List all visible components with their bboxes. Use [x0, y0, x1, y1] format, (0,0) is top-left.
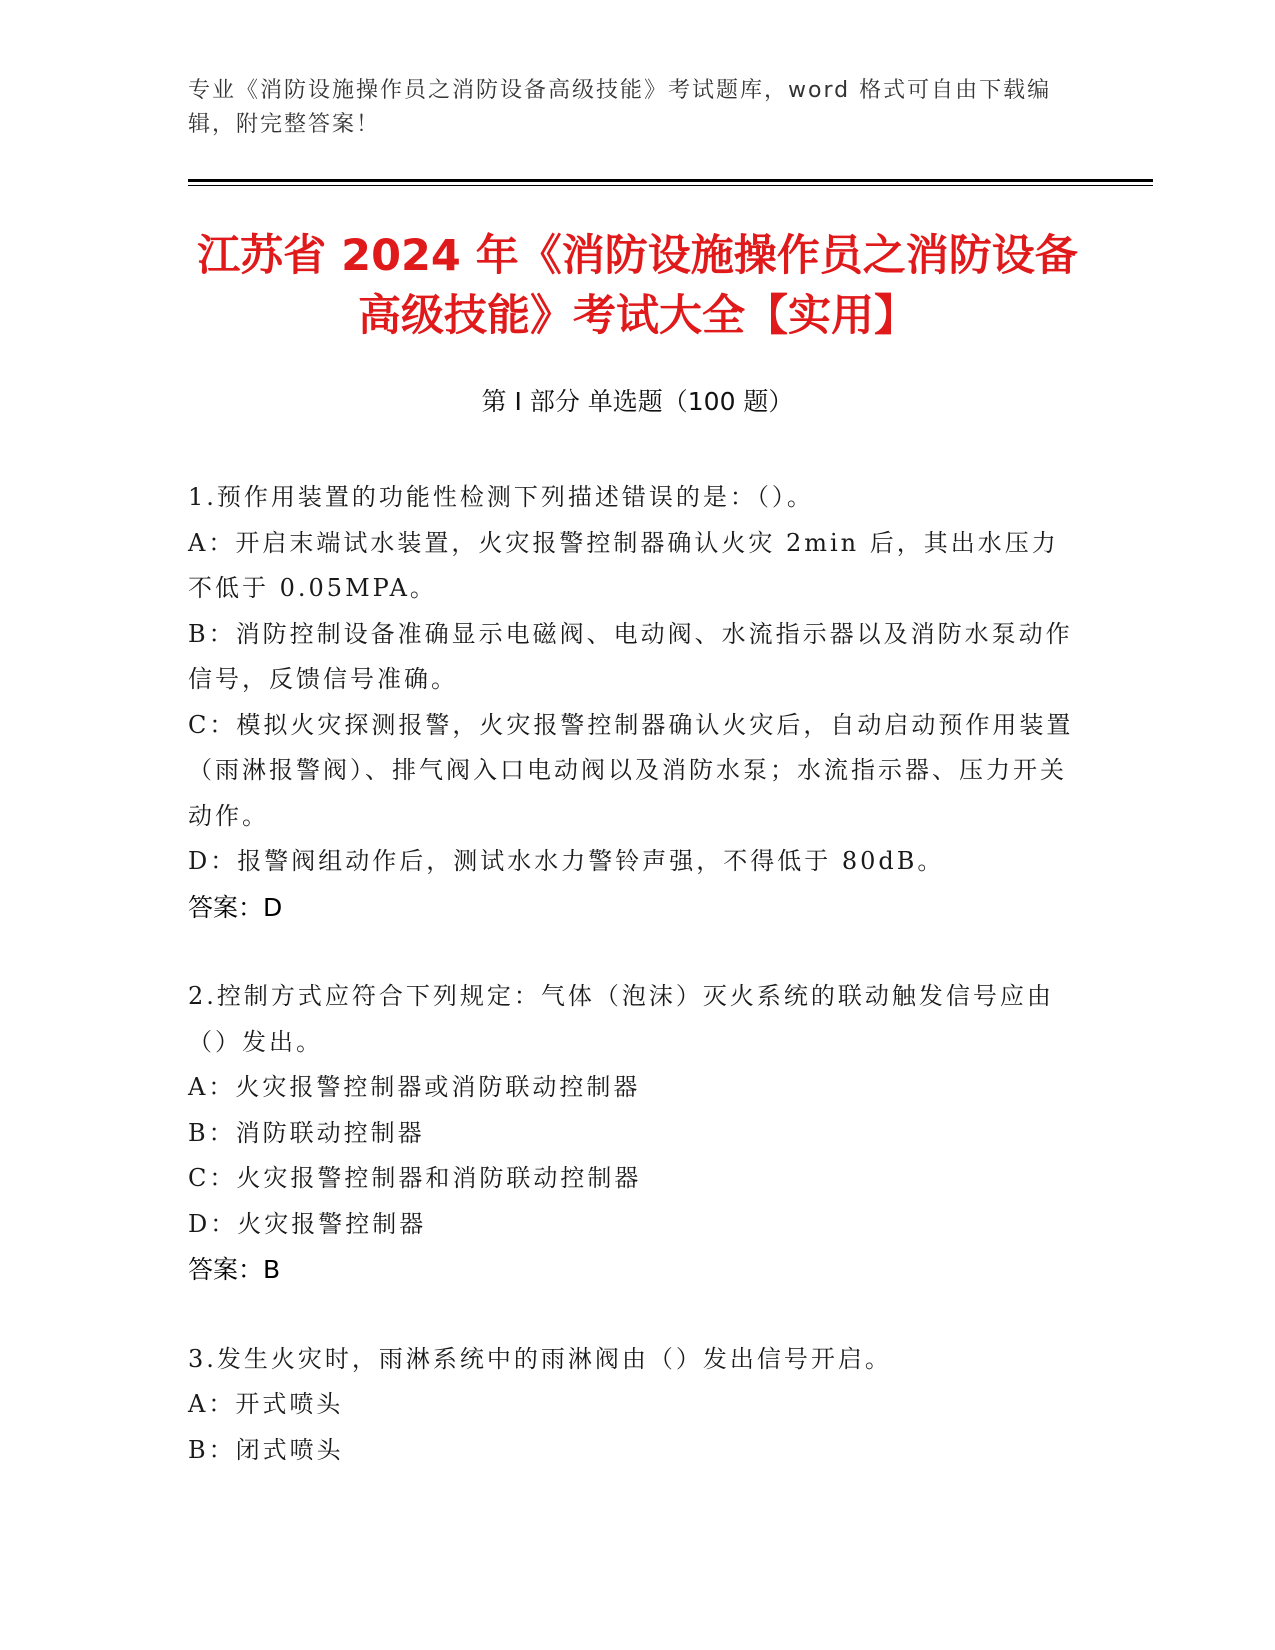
document-title — [150, 226, 1125, 346]
title-line-1: 江苏省 2024 年《消防设施操作员之消防设备 — [197, 231, 1078, 281]
section-title: 第 I 部分 单选题（100 题） — [481, 387, 794, 416]
title-line-2: 高级技能》考试大全【实用】 — [358, 291, 917, 341]
question-list — [188, 475, 1078, 1517]
question-1 — [188, 475, 1078, 930]
answer: 答案：D — [188, 892, 283, 922]
option-d: D：报警阀组动作后，测试水水力警铃声强，不得低于 80dB。 — [188, 847, 945, 875]
option-b: B：消防联动控制器 — [188, 1118, 425, 1147]
option-b: B：闭式喷头 — [188, 1435, 344, 1464]
option-a: A：开启末端试水装置，火灾报警控制器确认火灾 2min 后，其出水压力不低于 0.05MPA。 — [188, 528, 1059, 602]
header-rule-thick — [188, 179, 1153, 182]
header-note: 专业《消防设施操作员之消防设备高级技能》考试题库，word 格式可自由下载编辑，附完整答案！ — [188, 78, 1052, 137]
question-stem: 2.控制方式应符合下列规定：气体（泡沫）灭火系统的联动触发信号应由（）发出。 — [188, 982, 1054, 1056]
option-c: C：模拟火灾探测报警，火灾报警控制器确认火灾后，自动启动预作用装置（雨淋报警阀）、排气阀入口电动阀以及消防水泵；水流指示器、压力开关动作。 — [188, 710, 1074, 830]
question-3 — [188, 1337, 1078, 1474]
option-d: D：火灾报警控制器 — [188, 1209, 427, 1238]
option-a: A：火灾报警控制器或消防联动控制器 — [188, 1073, 641, 1101]
option-b: B：消防控制设备准确显示电磁阀、电动阀、水流指示器以及消防水泵动作信号，反馈信号准确。 — [188, 619, 1073, 693]
question-2 — [188, 974, 1078, 1293]
question-stem: 1.预作用装置的功能性检测下列描述错误的是：（）。 — [188, 483, 814, 511]
option-c: C：火灾报警控制器和消防联动控制器 — [188, 1164, 642, 1192]
option-a: A：开式喷头 — [188, 1390, 344, 1418]
question-stem: 3.发生火灾时，雨淋系统中的雨淋阀由（）发出信号开启。 — [188, 1344, 892, 1373]
header-rule-thin — [188, 185, 1153, 186]
answer: 答案：B — [188, 1255, 281, 1284]
